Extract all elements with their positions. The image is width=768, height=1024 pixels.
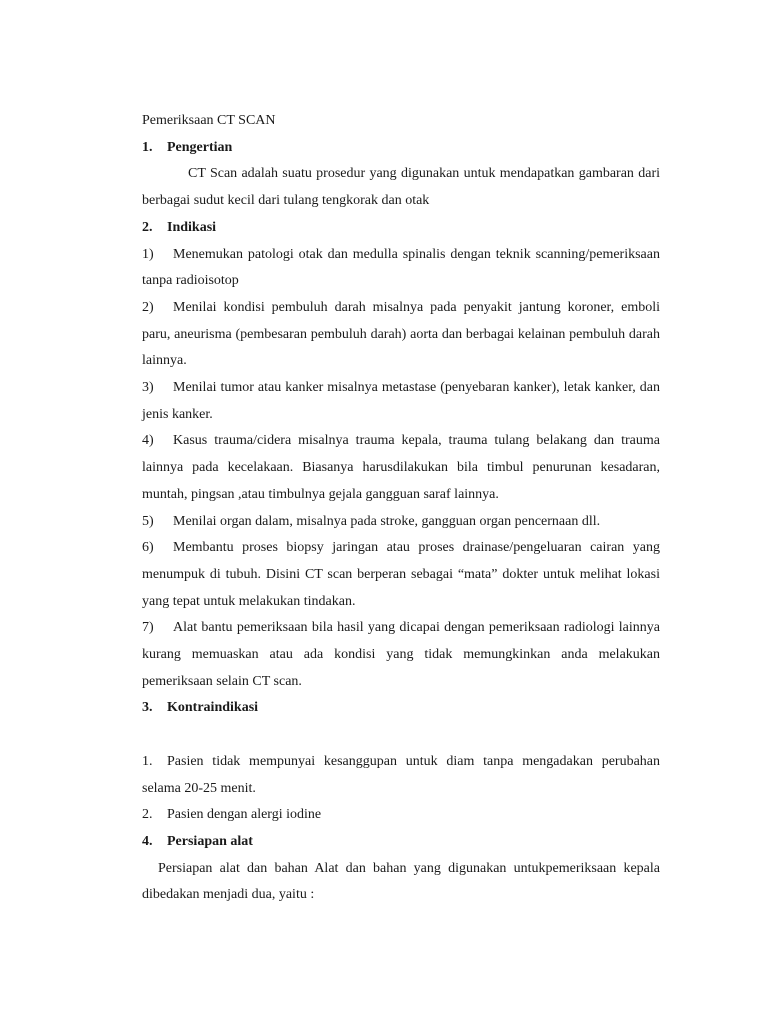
list-item-number: 1. — [142, 753, 153, 769]
list-item-number: 4) — [142, 433, 154, 449]
section-heading-indikasi — [142, 215, 660, 242]
section-heading-kontraindikasi — [142, 695, 660, 722]
list-item — [142, 615, 660, 695]
section-title: Persiapan alat — [167, 833, 253, 849]
blank-line — [142, 722, 660, 749]
section-number: 1. — [142, 139, 153, 155]
list-item-text: Membantu proses biopsy jaringan atau proses drainase/pengeluaran cairan yang menumpuk di tubuh. Disini CT scan berperan sebagai “mata” dokter untuk melihat lokasi yang tepat untuk melakukan tindakan. — [142, 540, 660, 609]
list-item-number: 1) — [142, 246, 154, 262]
list-item-text: Menilai tumor atau kanker misalnya metastase (penyebaran kanker), letak kanker, dan jenis kanker. — [142, 380, 660, 422]
list-item — [142, 509, 660, 536]
section-title: Pengertian — [167, 139, 233, 155]
list-item — [142, 295, 660, 375]
list-item-text: Kasus trauma/cidera misalnya trauma kepala, trauma tulang belakang dan trauma lainnya pada kecelakaan. Biasanya harusdilakukan bila timbul penurunan kesadaran, muntah, pingsan ,atau timbulnya gejala gangguan saraf lainnya. — [142, 433, 660, 502]
list-item-text: Menilai organ dalam, misalnya pada stroke, gangguan organ pencernaan dll. — [173, 513, 601, 529]
section-paragraph: Persiapan alat dan bahan Alat dan bahan yang digunakan untukpemeriksaan kepala dibedakan menjadi dua, yaitu : — [142, 860, 660, 903]
section-heading-persiapan-alat — [142, 829, 660, 856]
list-item — [142, 428, 660, 508]
section-heading-pengertian — [142, 135, 660, 162]
section-title: Indikasi — [167, 219, 217, 235]
list-item-number: 2) — [142, 299, 154, 315]
list-item-number: 3) — [142, 380, 154, 396]
list-item — [142, 749, 660, 802]
list-item-text: Pasien dengan alergi iodine — [167, 807, 322, 823]
list-item — [142, 242, 660, 295]
list-item-text: Menemukan patologi otak dan medulla spinalis dengan teknik scanning/pemeriksaan tanpa radioisotop — [142, 246, 660, 289]
document-body — [142, 108, 660, 909]
list-item-number: 2. — [142, 807, 153, 823]
list-item-number: 6) — [142, 540, 154, 556]
section-number: 2. — [142, 219, 153, 235]
list-item-text: Menilai kondisi pembuluh darah misalnya pada penyakit jantung koroner, emboli paru, aneurisma (pembesaran pembuluh darah) aorta dan berbagai kelainan pembuluh darah lainnya. — [142, 299, 660, 369]
section-title: Kontraindikasi — [167, 700, 259, 716]
list-item-number: 5) — [142, 513, 154, 529]
list-item-number: 7) — [142, 620, 154, 636]
list-item — [142, 535, 660, 615]
document-title: Pemeriksaan CT SCAN — [142, 113, 276, 128]
section-paragraph: CT Scan adalah suatu prosedur yang digunakan untuk mendapatkan gambaran dari berbagai sudut kecil dari tulang tengkorak dan otak — [142, 166, 660, 209]
list-item — [142, 802, 660, 829]
section-number: 4. — [142, 833, 153, 849]
list-item-text: Pasien tidak mempunyai kesanggupan untuk diam tanpa mengadakan perubahan selama 20-25 menit. — [142, 753, 660, 796]
list-item-text: Alat bantu pemeriksaan bila hasil yang dicapai dengan pemeriksaan radiologi lainnya kurang memuaskan atau ada kondisi yang tidak memungkinkan anda melakukan pemeriksaan selain CT scan. — [142, 620, 660, 689]
list-item — [142, 375, 660, 428]
section-number: 3. — [142, 700, 153, 716]
